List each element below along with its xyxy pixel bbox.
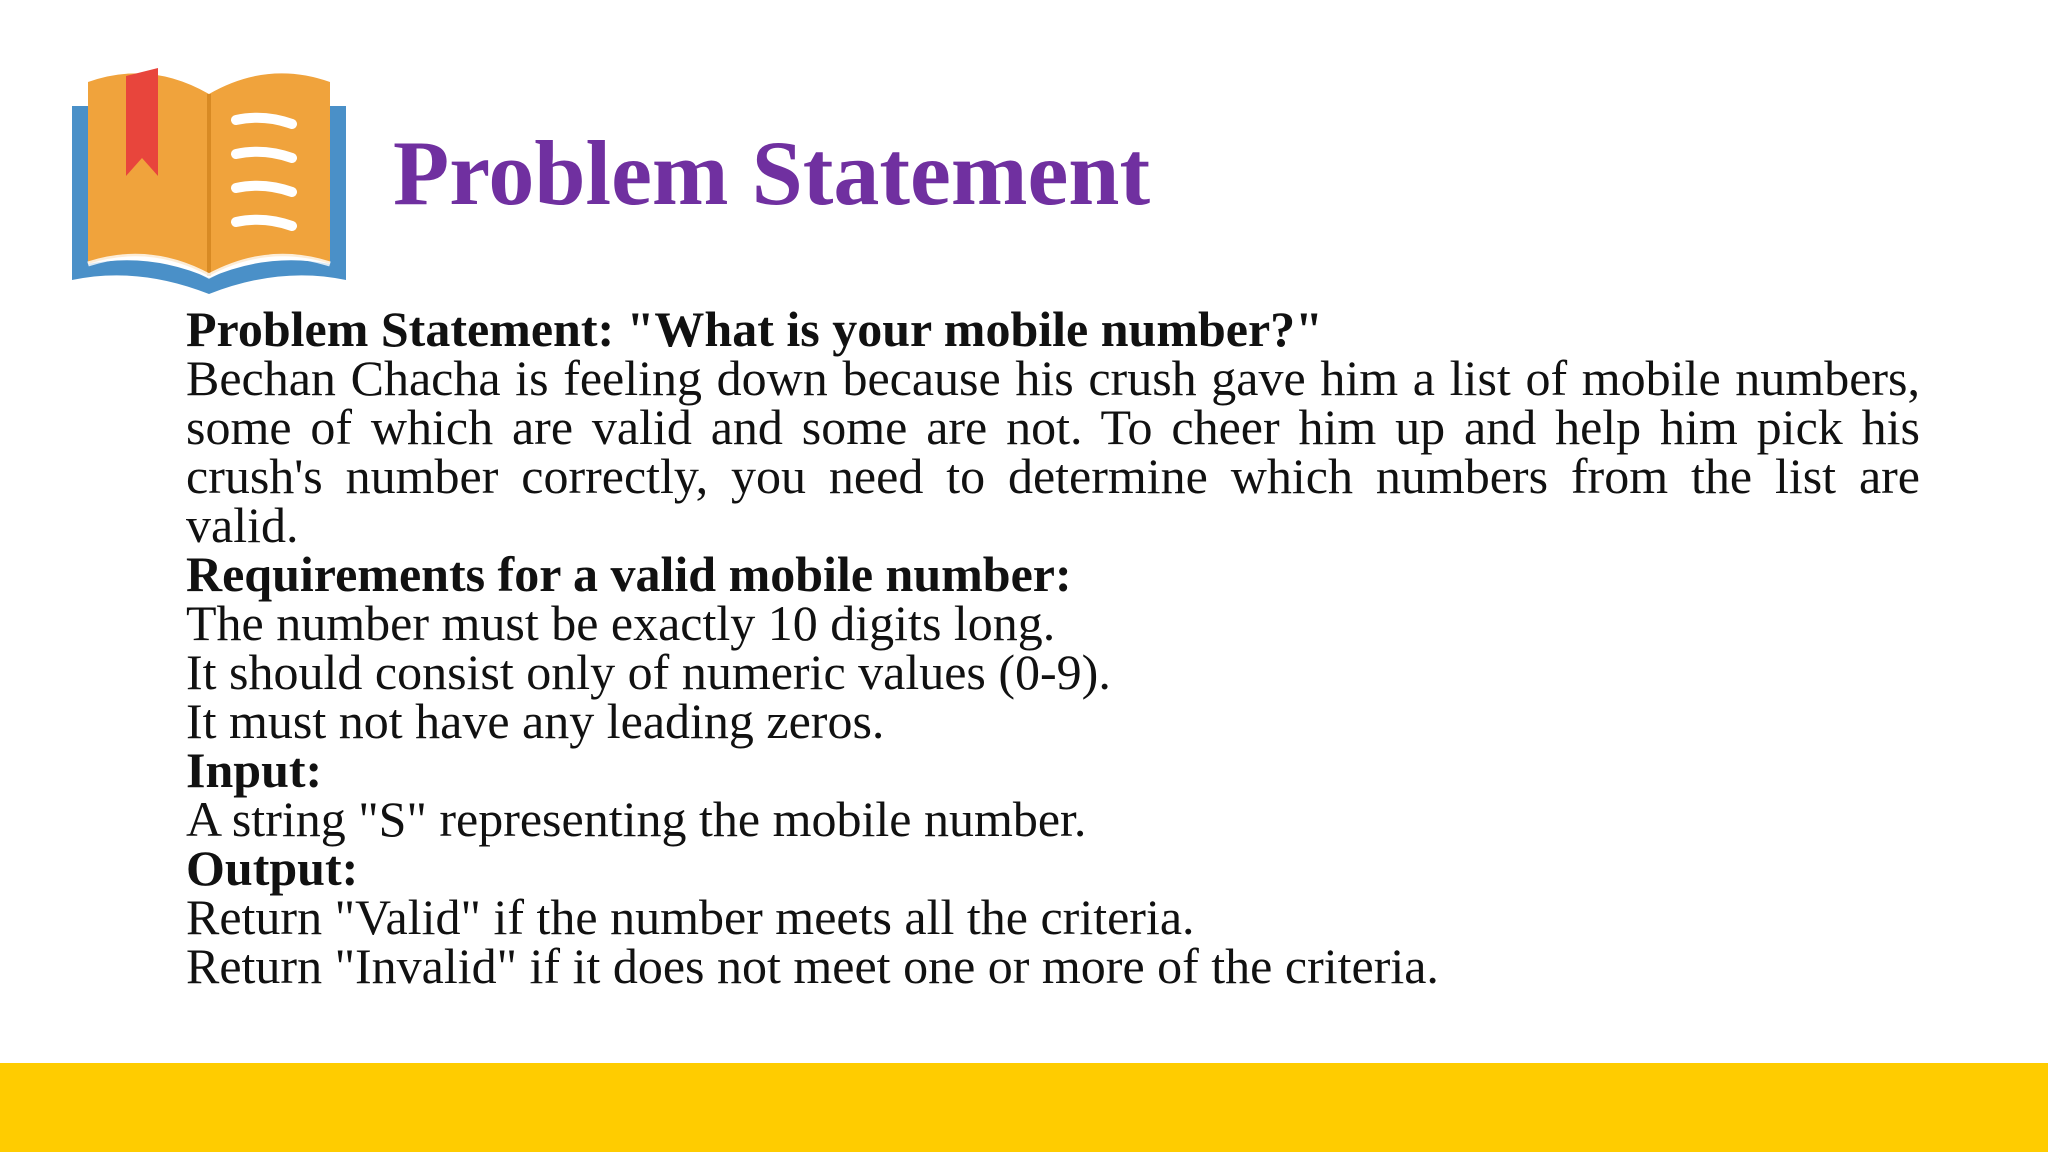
open-book-icon: [68, 54, 350, 310]
requirement-item: The number must be exactly 10 digits long.: [186, 595, 1056, 651]
statement-heading: Problem Statement: "What is your mobile number?": [186, 301, 1323, 357]
footer-bar: [0, 1063, 2048, 1152]
input-description: A string "S" representing the mobile number.: [186, 791, 1087, 847]
output-line: Return "Valid" if the number meets all the criteria.: [186, 889, 1195, 945]
requirement-item: It must not have any leading zeros.: [186, 693, 885, 749]
input-heading: Input:: [186, 742, 323, 798]
requirements-heading: Requirements for a valid mobile number:: [186, 546, 1072, 602]
output-line: Return "Invalid" if it does not meet one or more of the criteria.: [186, 938, 1439, 994]
page-title: Problem Statement: [393, 122, 1151, 224]
output-heading: Output:: [186, 840, 359, 896]
requirement-item: It should consist only of numeric values (0-9).: [186, 644, 1111, 700]
problem-content: [186, 301, 1920, 994]
problem-description: Bechan Chacha is feeling down because his crush gave him a list of mobile numbers, some of which are valid and some are not. To cheer him up and help him pick his crush's number correctly, you need to determine which numbers from the list are valid.: [186, 350, 1920, 553]
